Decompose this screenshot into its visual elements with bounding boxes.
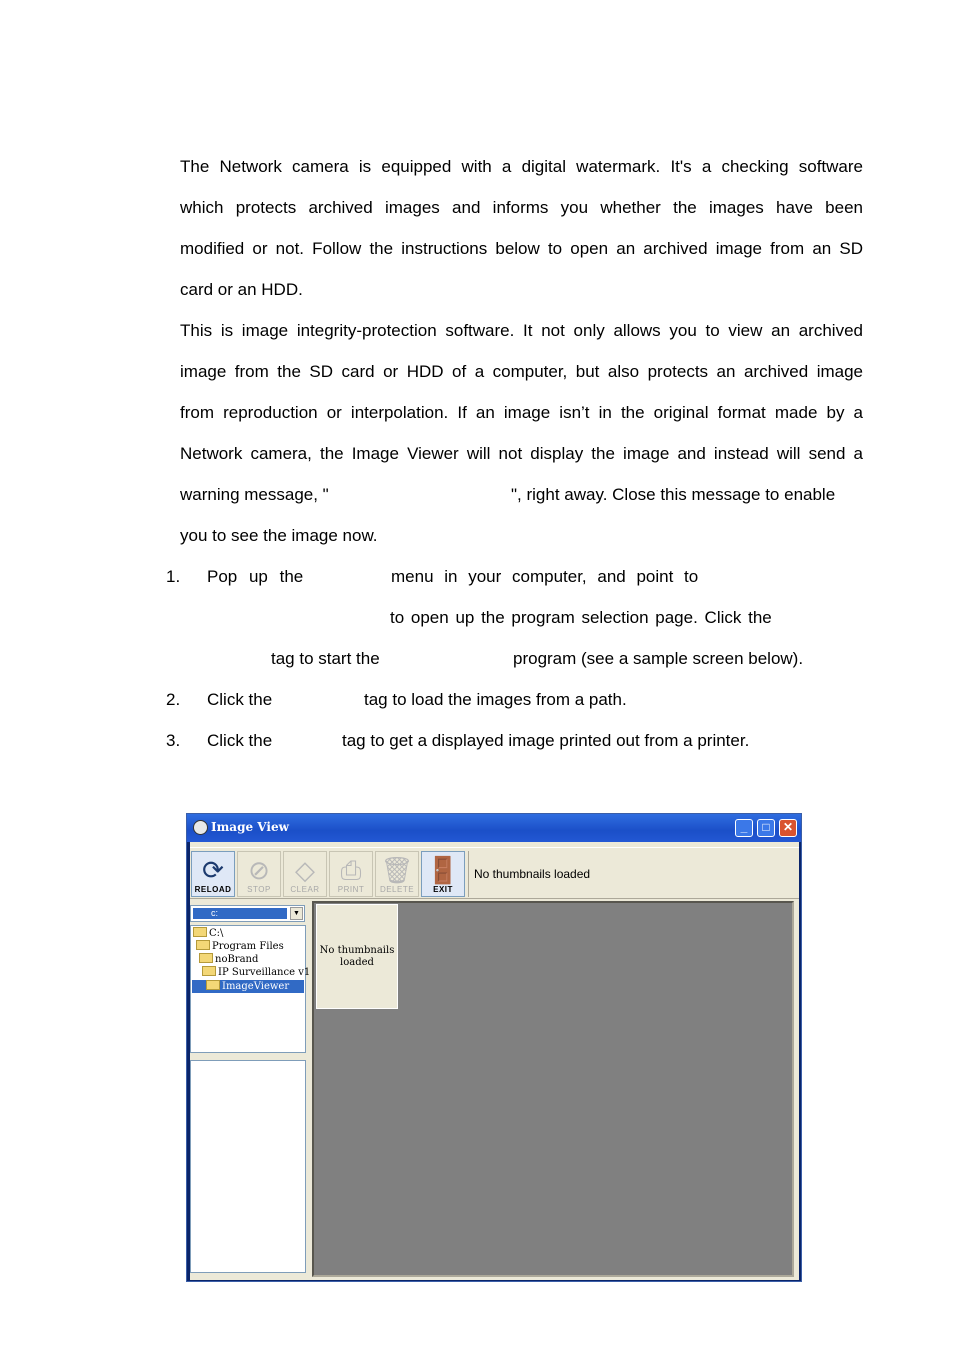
stop-button[interactable] — [237, 851, 281, 897]
step-text: Click the — [207, 690, 273, 709]
paragraph-line: card or an HDD. — [180, 280, 303, 299]
clear-button[interactable] — [283, 851, 327, 897]
reload-icon: ⟳ — [202, 855, 224, 885]
step-text: menu in your computer, and point to — [391, 567, 699, 586]
folder-icon — [193, 927, 207, 937]
print-button[interactable] — [329, 851, 373, 897]
app-icon — [193, 820, 208, 835]
tree-item-label: IP Surveillance v1 — [218, 967, 311, 978]
step-text: to open up the program selection page. Click the — [390, 608, 772, 627]
tree-item-label: Program Files — [212, 941, 284, 952]
step-number: 1. — [166, 567, 181, 586]
image-view-window — [186, 813, 802, 1282]
drive-select[interactable] — [190, 905, 305, 922]
paragraph-line: Network camera, the Image Viewer will not display the image and instead will send a — [180, 444, 863, 463]
folder-tree[interactable] — [190, 925, 311, 1053]
step-number: 2. — [166, 690, 181, 709]
print-label: PRINT — [337, 885, 365, 894]
exit-label: EXIT — [433, 885, 453, 894]
maximize-button[interactable]: □ — [757, 819, 775, 837]
tree-item-selected[interactable] — [192, 980, 304, 993]
placeholder-line: loaded — [340, 957, 374, 968]
paragraph-line: image from the SD card or HDD of a computer, but also protects an archived image — [180, 362, 863, 381]
stop-icon: ⊘ — [248, 855, 270, 885]
minimize-button[interactable]: _ — [735, 819, 753, 837]
exit-button[interactable] — [421, 851, 465, 897]
warning-line-end: ", right away. Close this message to enable — [511, 485, 836, 504]
chevron-down-icon[interactable]: ▼ — [290, 907, 303, 920]
print-icon: ⎙ — [340, 855, 362, 885]
step-text: Click the — [207, 731, 273, 750]
drive-value: c: — [193, 908, 287, 919]
status-text: No thumbnails loaded — [474, 867, 591, 881]
tree-item[interactable] — [193, 927, 223, 940]
tree-item-label: C:\ — [209, 928, 224, 939]
tree-item-label: noBrand — [215, 954, 259, 965]
warning-line-start: warning message, " — [180, 485, 329, 504]
step-number: 3. — [166, 731, 181, 750]
step-text: tag to start the — [271, 649, 380, 668]
paragraph-line: you to see the image now. — [180, 526, 378, 545]
delete-icon: 🗑 — [380, 855, 414, 885]
paragraph-line: which protects archived images and informs you whether the images have been — [180, 198, 863, 217]
tree-item[interactable] — [196, 940, 284, 953]
reload-label: RELOAD — [194, 885, 232, 894]
tree-item[interactable] — [202, 966, 310, 979]
delete-label: DELETE — [379, 885, 415, 894]
toolbar-divider — [468, 851, 469, 897]
stop-label: STOP — [247, 885, 271, 894]
step-text: Pop up the — [207, 567, 304, 586]
clear-icon: ◇ — [295, 855, 315, 885]
folder-icon — [202, 966, 216, 976]
folder-icon — [199, 953, 213, 963]
paragraph-line: from reproduction or interpolation. If an image isn’t in the original format made by a — [180, 403, 863, 422]
step-text: tag to load the images from a path. — [364, 690, 627, 709]
toolbar — [190, 847, 799, 899]
folder-icon — [196, 940, 210, 950]
tree-item[interactable] — [199, 953, 258, 966]
clear-label: CLEAR — [290, 885, 320, 894]
step-text: tag to get a displayed image printed out from a printer. — [342, 731, 750, 750]
exit-door-icon: 🚪 — [426, 855, 460, 885]
paragraph-line: modified or not. Follow the instructions below to open an archived image from an SD — [180, 239, 863, 258]
paragraph-line: This is image integrity-protection software. It not only allows you to view an archived — [180, 321, 863, 340]
tree-item-label: ImageViewer — [222, 981, 290, 992]
window-client-area — [190, 842, 799, 1280]
step-text: program (see a sample screen below). — [513, 649, 804, 668]
delete-button[interactable] — [375, 851, 419, 897]
open-folder-icon — [206, 980, 220, 990]
preview-pane — [190, 1060, 306, 1273]
thumbnail-area[interactable] — [312, 901, 794, 1277]
paragraph-line: The Network camera is equipped with a digital watermark. It's a checking software — [180, 157, 863, 176]
close-button[interactable]: ✕ — [779, 819, 797, 837]
title-bar[interactable] — [187, 814, 801, 842]
thumbnail-placeholder — [316, 904, 398, 1009]
window-title: Image View — [211, 820, 289, 834]
placeholder-line: No thumbnails — [319, 945, 395, 956]
reload-button[interactable] — [191, 851, 235, 897]
